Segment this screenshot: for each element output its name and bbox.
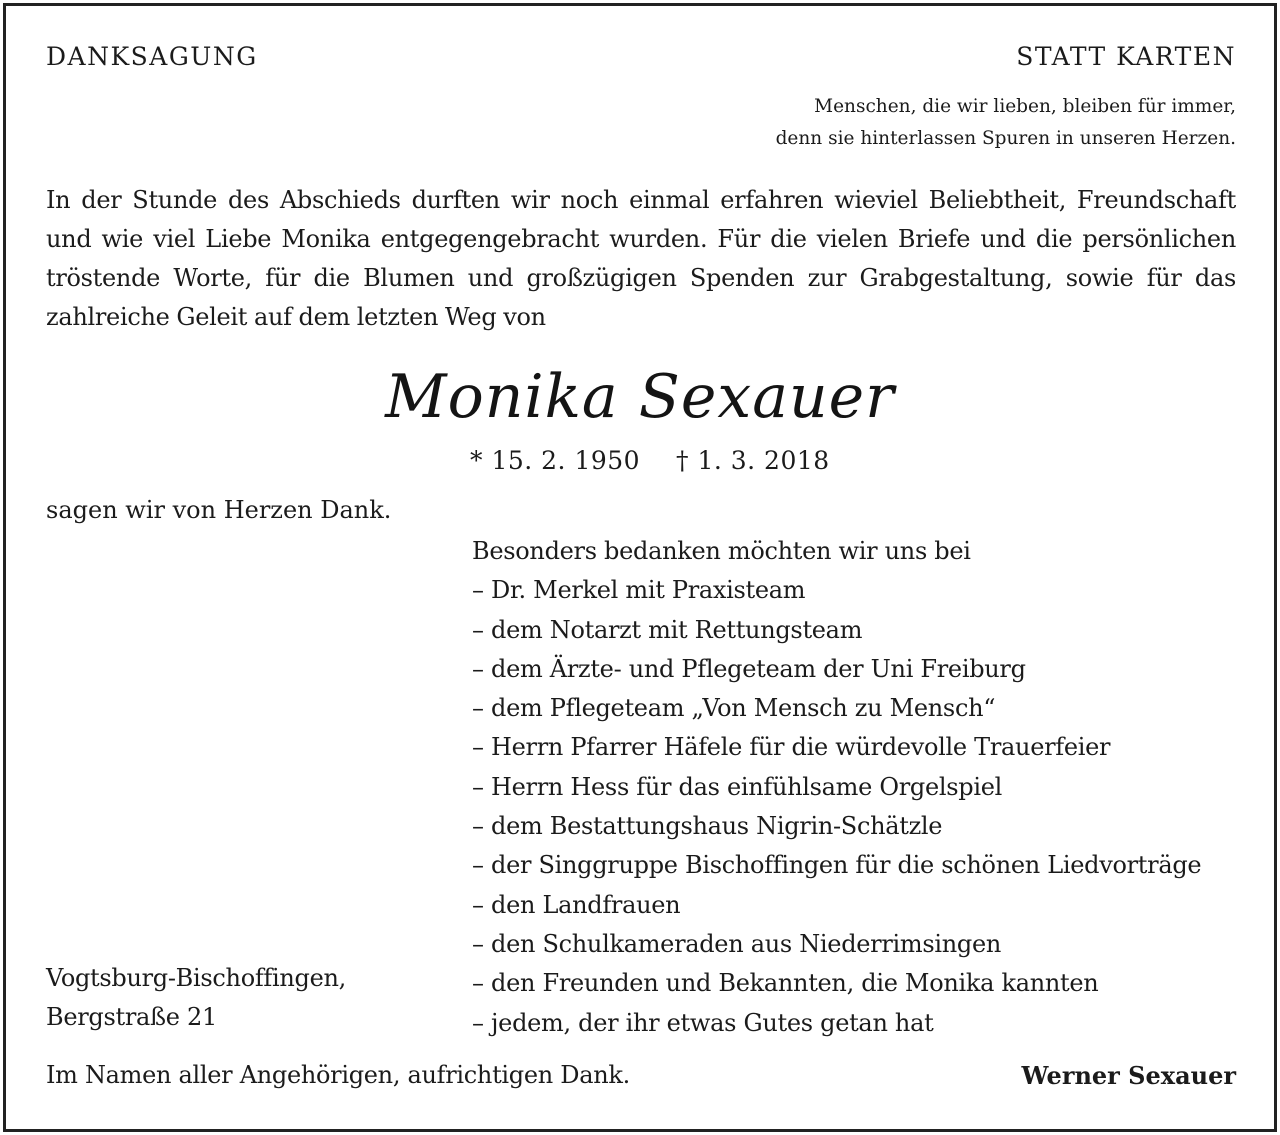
intro-paragraph: In der Stunde des Abschieds durften wir noch einmal erfahren wieviel Beliebtheit, Freundschaft und wie viel Liebe Monika entgegengebracht wurden. Für die vielen Briefe und die persönlichen tröstende Worte, für die Blumen und großzügigen Spenden zur Grabgestaltung, sowie für das zahlreiche Geleit auf dem letzten Weg von bbox=[46, 186, 1236, 331]
heading-statt-karten: STATT KARTEN bbox=[1016, 42, 1236, 71]
list-item: – dem Pflegeteam „Von Mensch zu Mensch“ bbox=[472, 694, 996, 723]
list-item: – Herrn Pfarrer Häfele für die würdevolle Trauerfeier bbox=[472, 733, 1111, 762]
heading-danksagung: DANKSAGUNG bbox=[46, 42, 258, 71]
thanks-list-intro: Besonders bedanken möchten wir uns bei bbox=[472, 537, 971, 565]
list-item: – dem Notarzt mit Rettungsteam bbox=[472, 615, 863, 644]
list-item: – Herrn Hess für das einfühlsame Orgelspiel bbox=[472, 772, 1002, 801]
list-item: – der Singgruppe Bischoffingen für die schönen Liedvorträge bbox=[472, 851, 1202, 880]
address-street: Bergstraße 21 bbox=[46, 1003, 217, 1031]
thanks-line: sagen wir von Herzen Dank. bbox=[46, 496, 392, 524]
list-item: – den Freunden und Bekannten, die Monika kannten bbox=[472, 969, 1099, 998]
list-item: – dem Bestattungshaus Nigrin-Schätzle bbox=[472, 812, 943, 841]
address-town: Vogtsburg-Bischoffingen, bbox=[46, 964, 346, 992]
list-item: – Dr. Merkel mit Praxisteam bbox=[472, 576, 806, 605]
signature: Werner Sexauer bbox=[1021, 1061, 1236, 1090]
deceased-name: Monika Sexauer bbox=[385, 362, 895, 432]
death-date: † 1. 3. 2018 bbox=[676, 446, 830, 475]
birth-date: * 15. 2. 1950 bbox=[470, 446, 641, 475]
list-item: – jedem, der ihr etwas Gutes getan hat bbox=[472, 1008, 934, 1037]
list-item: – den Schulkameraden aus Niederrimsingen bbox=[472, 929, 1002, 958]
list-item: – dem Ärzte- und Pflegeteam der Uni Freiburg bbox=[472, 654, 1026, 683]
thanks-list bbox=[472, 532, 1201, 1043]
closing-line: Im Namen aller Angehörigen, aufrichtigen Dank. bbox=[46, 1061, 630, 1089]
motto-line-2: denn sie hinterlassen Spuren in unseren Herzen. bbox=[775, 128, 1236, 149]
motto-line-1: Menschen, die wir lieben, bleiben für immer, bbox=[814, 96, 1236, 117]
list-item: – den Landfrauen bbox=[472, 890, 681, 919]
